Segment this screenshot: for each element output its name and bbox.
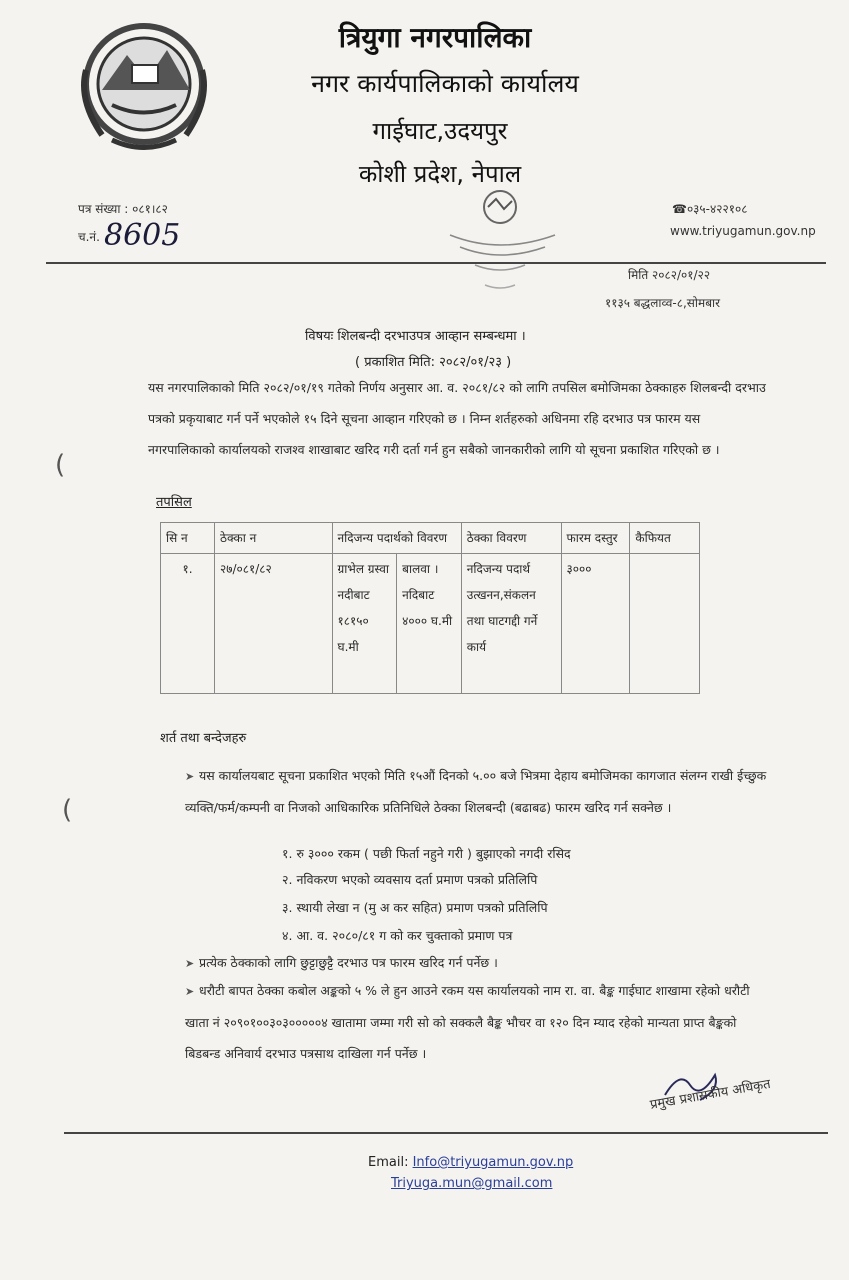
- sub-item-3: ३. स्थायी लेखा न (मु अ कर सहित) प्रमाण पत्रको प्रतिलिपि: [282, 900, 548, 915]
- cell-sn: १.: [161, 554, 215, 694]
- cell-form-fee: ३०००: [561, 554, 630, 694]
- office-stamp: [440, 185, 565, 300]
- time-line: ११३५ बद्धलाव्व-८,सोमबार: [605, 296, 721, 310]
- email-link-1[interactable]: Info@triyugamun.gov.np: [412, 1155, 574, 1170]
- phone-number: ☎०३५-४२२१०८: [672, 202, 748, 216]
- left-mark-2: (: [62, 795, 73, 825]
- cell-details: नदिजन्य पदार्थ उत्खनन,संकलन तथा घाटगद्दी गर्ने कार्य: [461, 554, 561, 694]
- org-name: त्रियुगा नगरपालिका: [338, 21, 532, 54]
- letter-number: पत्र संख्या : ०८१।८२: [78, 202, 168, 216]
- condition-3-text: धरौटी बापत ठेक्का कबोल अङ्कको ५ % ले हुन आउने रकम यस कार्यालयको नाम रा. वा. बैङ्क गाईघाट शाखामा रहेको धरौटी खाता नं २०९०१००३०३०००००४ खातामा जम्मा गरी सो को सक्कलै बैङ्क भौचर वा १२० दिन म्याद रहेको मान्यता प्राप्त बैङ्कको बिडबन्ड अनिवार्य दरभाउ पत्रसाथ दाखिला गर्न पर्नेछ ।: [185, 983, 750, 1061]
- province: कोशी प्रदेश, नेपाल: [358, 160, 522, 188]
- footer-divider: [64, 1132, 828, 1134]
- notice-paragraph: यस नगरपालिकाको मिति २०८२/०१/१९ गतेको निर्णय अनुसार आ. व. २०८१/८२ को लागि तपसिल बमोजिमका ठेक्काहरु शिलबन्दी दरभाउ पत्रको प्रकृयाबाट गर्न पर्ने भएकोले १५ दिने सूचना आव्हान गरिएको छ । निम्न शर्तहरुको अधिनमा रहि दरभाउ पत्र फारम यस नगरपालिकाको कार्यालयको राजश्व शाखाबाट खरिद गरी दर्ता गर्न हुन सबैको जानकारीको लागि यो सूचना प्रकाशित गरिएको छ ।: [148, 380, 766, 457]
- dispatch-label: च.नं.: [78, 230, 100, 244]
- table-header-remarks: कैफियत: [630, 523, 700, 554]
- left-mark-1: (: [55, 450, 66, 480]
- conditions-title: शर्त तथा बन्देजहरु: [160, 731, 247, 746]
- logo: [72, 10, 217, 160]
- cell-material-b: बालवा । नदिबाट ४००० घ.मी: [397, 554, 462, 694]
- email-label: Email:: [368, 1155, 409, 1170]
- cell-contract-no: २७/०८१/८२: [214, 554, 332, 694]
- table-header-material: नदिजन्य पदार्थको विवरण: [332, 523, 461, 554]
- email-link-2[interactable]: Triyuga.mun@gmail.com: [391, 1176, 553, 1191]
- table-row: [161, 554, 700, 694]
- arrow-bullet-icon: ➤: [185, 770, 195, 783]
- website-link[interactable]: www.triyugamun.gov.np: [670, 224, 816, 238]
- location: गाईघाट,उदयपुर: [372, 117, 508, 145]
- contract-table: [160, 522, 700, 694]
- footer-email-line: [368, 1155, 573, 1170]
- header-divider: [46, 262, 826, 264]
- condition-2-text: प्रत्येक ठेक्काको लागि छुट्टाछुट्टै दरभाउ पत्र फारम खरिद गर्न पर्नेछ ।: [199, 955, 498, 970]
- table-header-contract-no: ठेक्का न: [214, 523, 332, 554]
- date-line: मिति २०८२/०१/२२: [628, 268, 711, 282]
- tapsil-label: तपसिल: [156, 495, 192, 510]
- table-header-form-fee: फारम दस्तुर: [561, 523, 630, 554]
- subject-title: विषयः शिलबन्दी दरभाउपत्र आव्हान सम्बन्धमा ।: [305, 329, 526, 344]
- nepal-government-emblem-icon: [72, 10, 217, 160]
- signatory-title: प्रमुख प्रशासकीय अधिकृत: [648, 1076, 772, 1113]
- sub-item-4: ४. आ. व. २०८०/८१ ग को कर चुक्ताको प्रमाण पत्र: [282, 928, 513, 943]
- table-header-row: [161, 523, 700, 554]
- sub-item-2: २. नविकरण भएको व्यवसाय दर्ता प्रमाण पत्रको प्रतिलिपि: [282, 872, 538, 887]
- arrow-bullet-icon: ➤: [185, 985, 195, 998]
- table-header-sn: सि न: [161, 523, 215, 554]
- cell-remarks: [630, 554, 700, 694]
- condition-3: [185, 975, 775, 1069]
- table-header-details: ठेक्का विवरण: [461, 523, 561, 554]
- published-date: ( प्रकाशित मिति: २०८२/०१/२३ ): [355, 355, 512, 370]
- condition-1: [185, 760, 775, 823]
- cell-material-a: ग्राभेल ग्रस्वा नदीबाट १८१५० घ.मी: [332, 554, 397, 694]
- sub-item-1: १. रु ३००० रकम ( पछी फिर्ता नहुने गरी ) बुझाएको नगदी रसिद: [282, 846, 571, 861]
- office-name: नगर कार्यपालिकाको कार्यालय: [311, 69, 579, 98]
- condition-1-text: यस कार्यालयबाट सूचना प्रकाशित भएको मिति १५औं दिनको ५.०० बजे भित्रमा देहाय बमोजिमका कागजात संलग्न राखी ईच्छुक व्यक्ति/फर्म/कम्पनी वा निजको आधिकारिक प्रतिनिधिले ठेक्का शिलबन्दी (बढाबढ) फारम खरिद गर्न सक्नेछ ।: [185, 768, 767, 815]
- dispatch-number: 8605: [104, 218, 181, 253]
- stamp-icon: [440, 185, 565, 300]
- arrow-bullet-icon: ➤: [185, 957, 195, 970]
